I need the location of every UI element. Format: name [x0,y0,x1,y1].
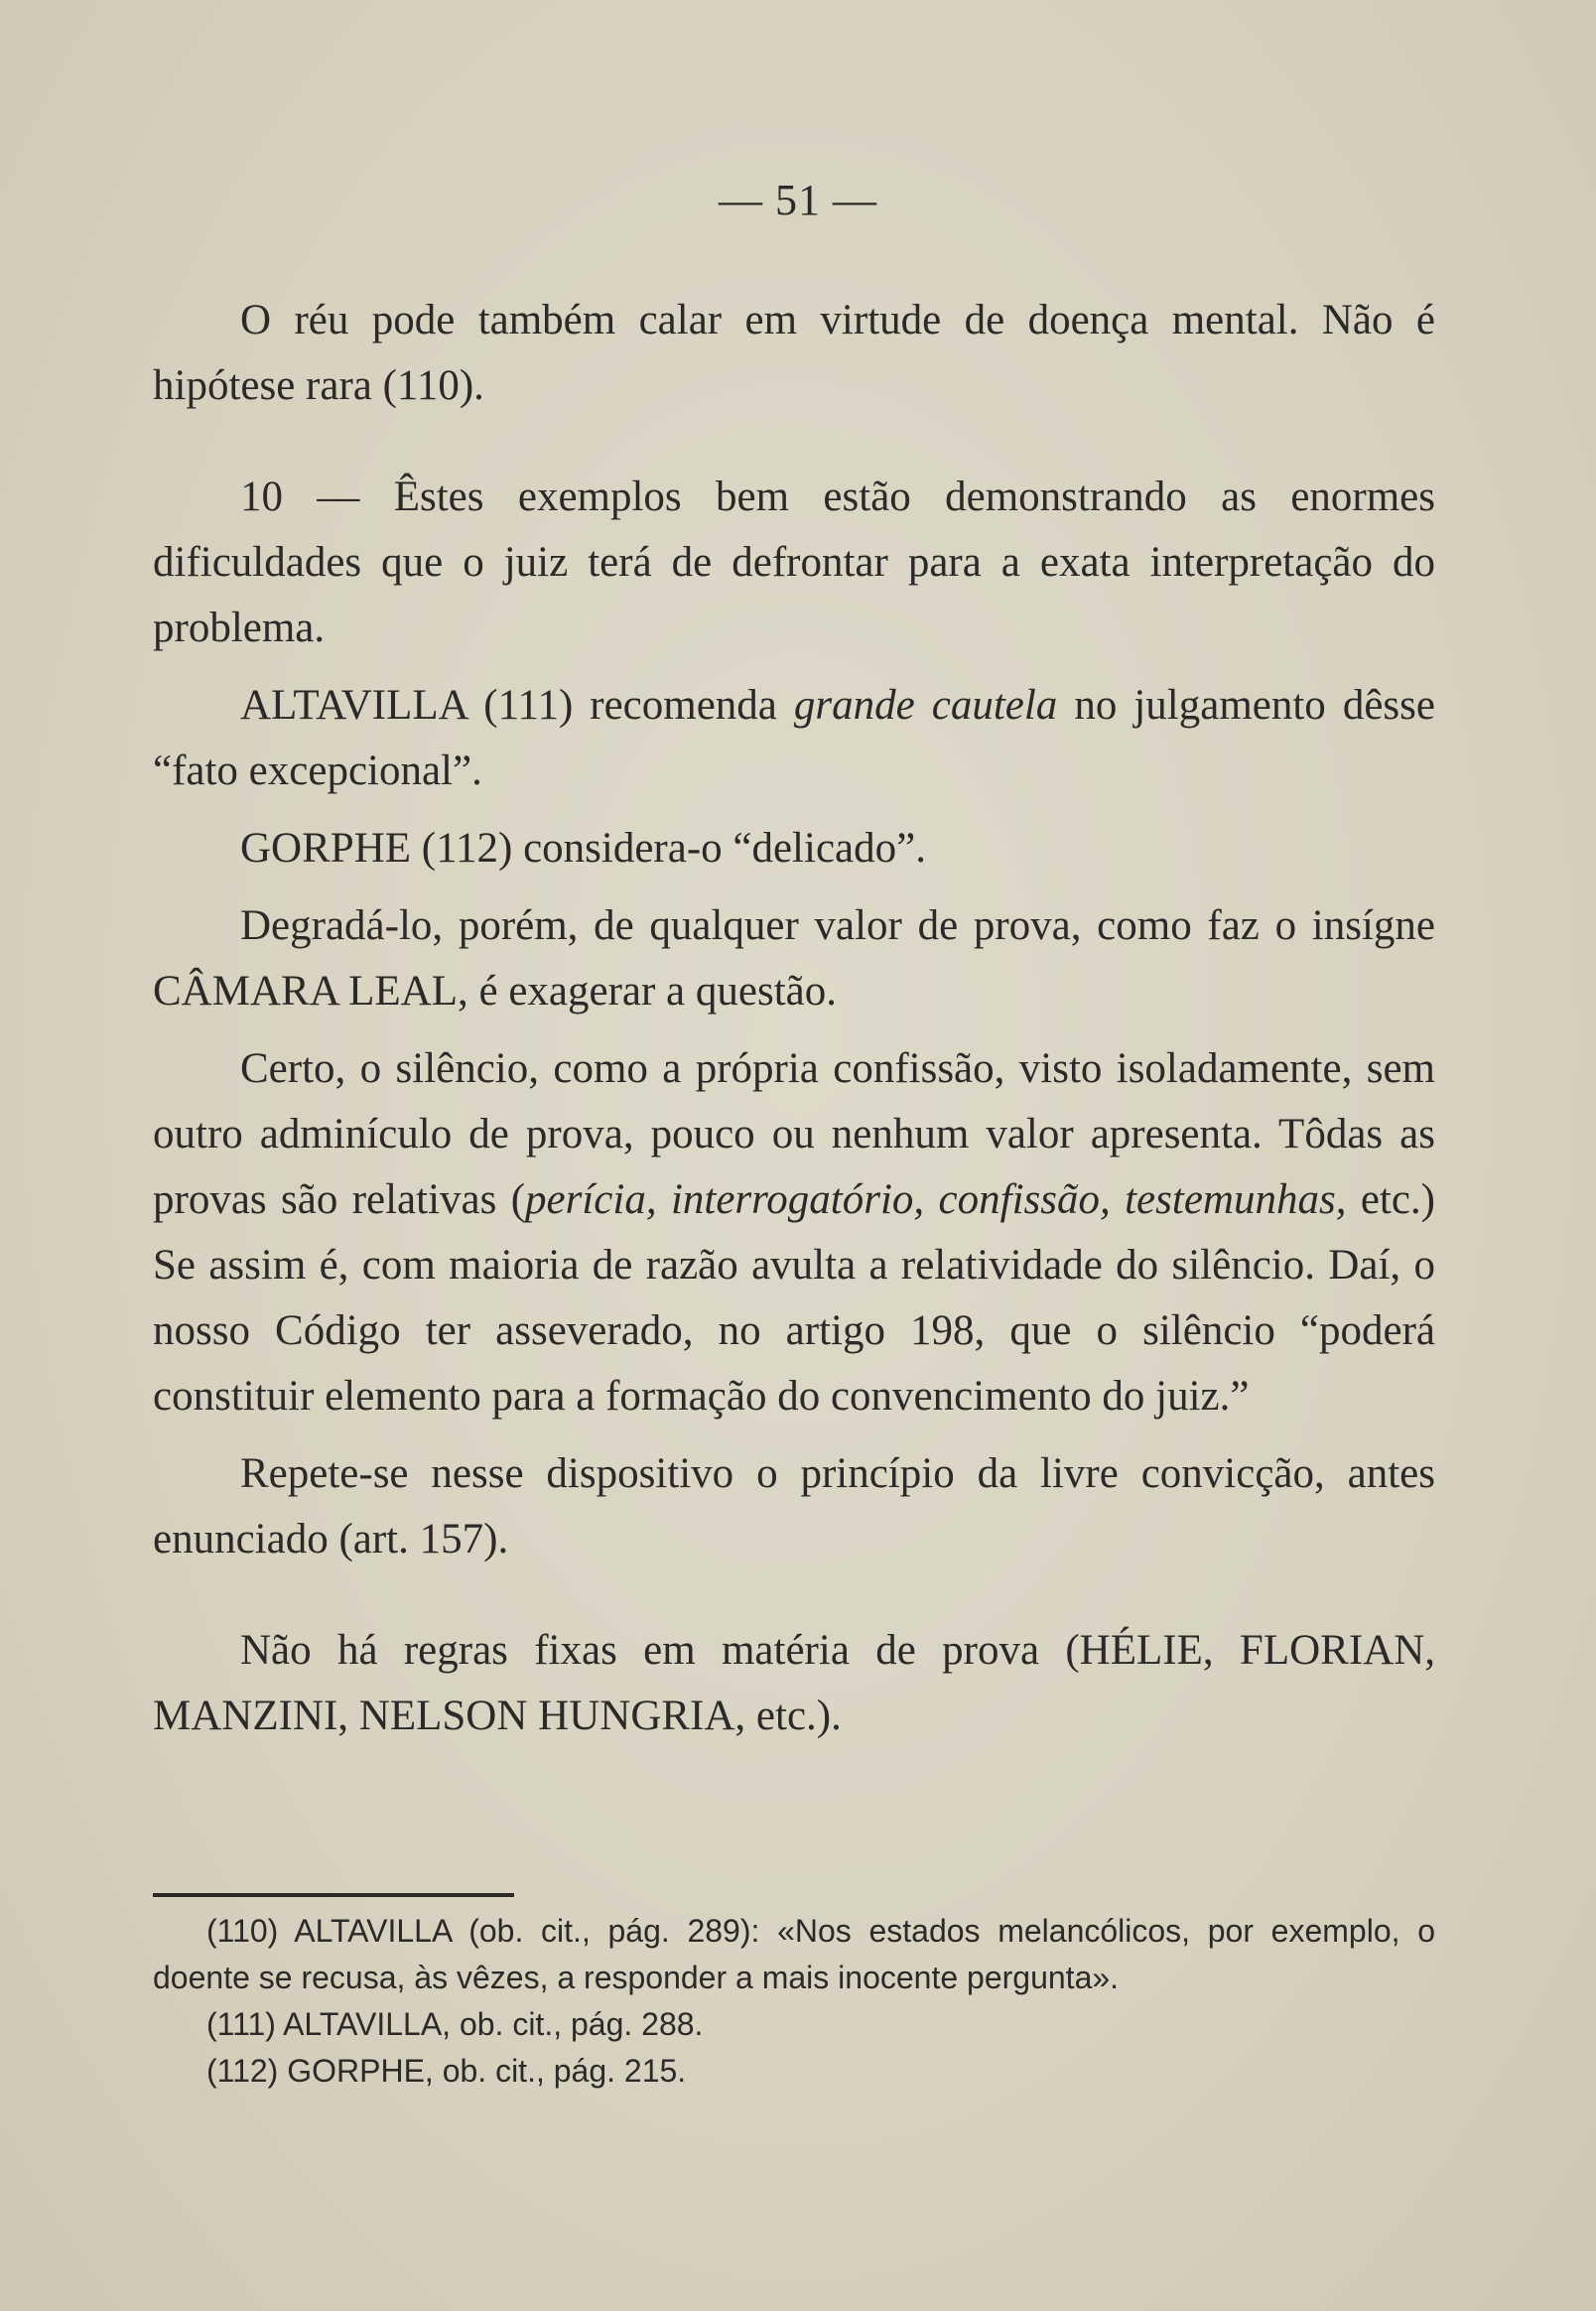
paragraph: Repete-se nesse dispositivo o princípio da livre convicção, antes enunciado (art. 157). [153,1450,1435,1563]
paragraph [153,1036,1435,1429]
paragraph-emphasis: grande cautela [793,682,1058,729]
footnote: (110) ALTAVILLA (ob. cit., pág. 289): «Nos estados melancólicos, por exemplo, o doente se recusa, às vêzes, a responder a mais inocente pergunta». [153,1913,1435,1995]
footnote: (112) GORPHE, ob. cit., pág. 215. [206,2053,687,2089]
paragraph-emphasis: perícia, interrogatório, confissão, testemunhas, [525,1176,1347,1223]
paragraph: 10 — Êstes exemplos bem estão demonstrando as enormes dificuldades que o juiz terá de defrontar para a exata interpretação do problema. [153,474,1435,651]
paragraph-text: ALTAVILLA (111) recomenda [240,682,794,729]
paragraph: Não há regras fixas em matéria de prova (HÉLIE, FLORIAN, MANZINI, NELSON HUNGRIA, etc.). [153,1627,1435,1739]
paragraph: Degradá-lo, porém, de qualquer valor de prova, como faz o insígne CÂMARA LEAL, é exagerar a questão. [153,902,1435,1015]
body-text [153,288,1435,1749]
footnote-divider [153,1893,514,1897]
footnotes [153,1908,1435,2095]
paragraph [153,673,1435,804]
page-number: — 51 — [719,176,877,224]
footnote: (111) ALTAVILLA, ob. cit., pág. 288. [206,2006,704,2042]
paragraph-text: no julgamento dêsse “fato excepcional”. [153,682,1435,794]
paragraph: O réu pode também calar em virtude de doença mental. Não é hipótese rara (110). [153,297,1435,409]
paragraph: GORPHE (112) considera-o “delicado”. [240,825,926,872]
paragraph-text: etc.) Se assim é, com maioria de razão avulta a relatividade do silêncio. Daí, o nosso Código ter asseverado, no artigo 198, que o silêncio “poderá constituir elemento para a formação do convencimento do juiz.” [153,1176,1436,1420]
paragraph-text: Certo, o silêncio, como a própria confissão, visto isoladamente, sem outro adminículo de prova, pouco ou nenhum valor apresenta. Tôdas as provas são relativas ( [153,1045,1435,1223]
